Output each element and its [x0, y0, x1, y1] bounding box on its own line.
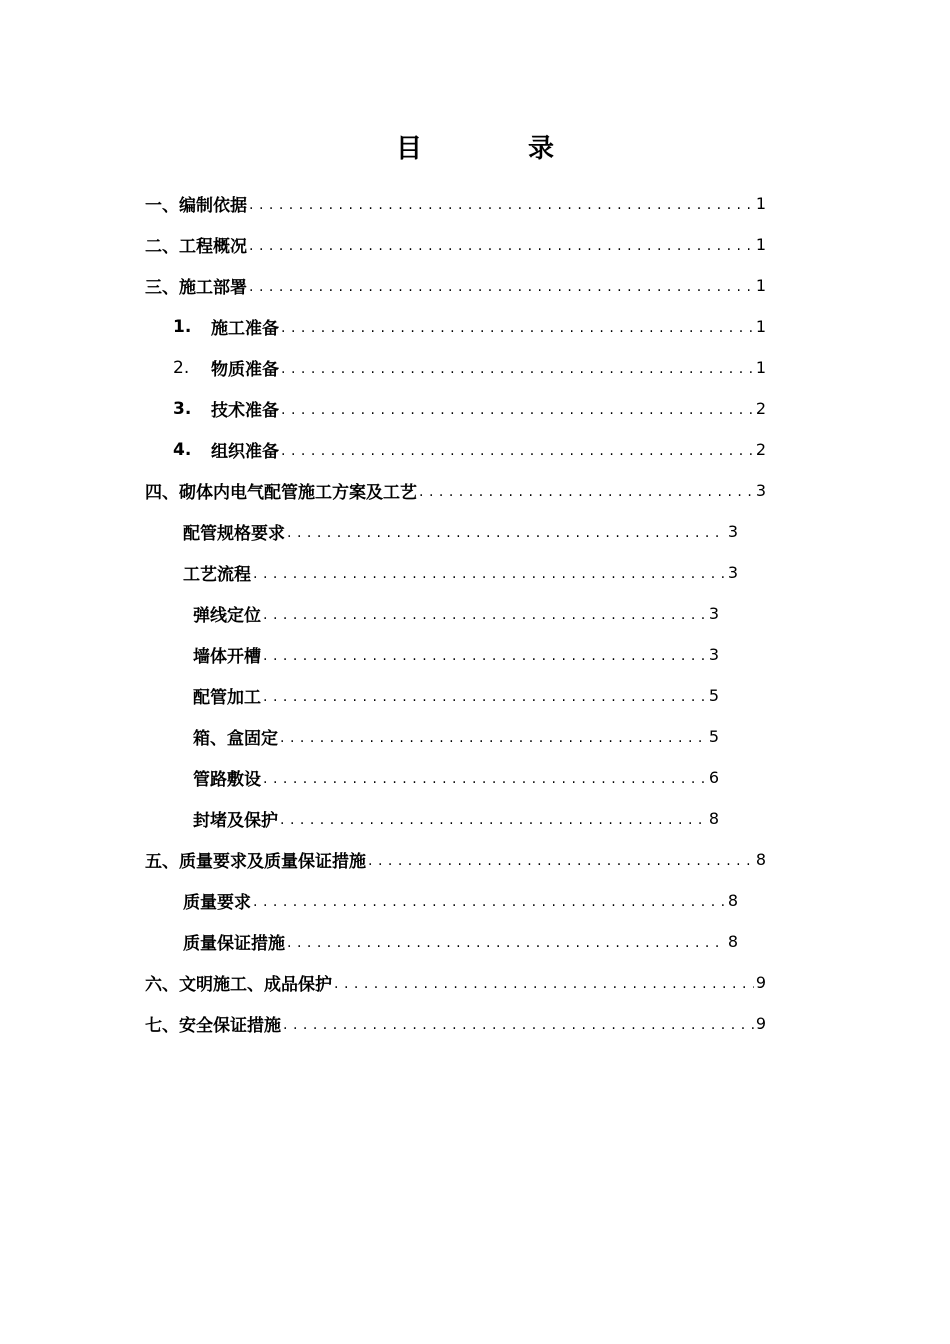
toc-page-number: 9 [755, 1014, 766, 1033]
toc-leader-dots [334, 962, 754, 1003]
toc-entry-number: 4. [173, 439, 192, 460]
toc-entry-3-3[interactable] [173, 388, 766, 429]
toc-leader-dots [281, 306, 754, 347]
toc-page-number: 3 [755, 481, 766, 500]
toc-entry-label: 工艺流程 [183, 565, 251, 585]
toc-entry-3-1[interactable] [173, 306, 766, 347]
toc-entry-label: 技术准备 [211, 401, 279, 421]
toc-leader-dots [249, 183, 754, 224]
toc-entry-number: 1. [173, 316, 192, 337]
toc-entry-4[interactable] [145, 470, 766, 511]
toc-entry-2[interactable] [145, 224, 766, 265]
toc-entry-3[interactable] [145, 265, 766, 306]
toc-entry-label: 六、文明施工、成品保护 [145, 975, 332, 995]
toc-page-number: 2 [755, 440, 766, 459]
toc-entry-label: 配管规格要求 [183, 524, 285, 544]
toc-leader-dots [249, 224, 754, 265]
toc-entry-6[interactable] [145, 962, 766, 1003]
toc-entry-label: 施工准备 [211, 319, 279, 339]
toc-leader-dots [281, 347, 754, 388]
toc-entry-number: 2. [173, 357, 190, 378]
toc-page-number: 5 [708, 727, 719, 746]
toc-entry-label: 墙体开槽 [193, 647, 261, 667]
toc-entry-label: 四、砌体内电气配管施工方案及工艺 [145, 483, 417, 503]
toc-entry-4-2-4[interactable] [193, 716, 719, 757]
toc-entry-label: 管路敷设 [193, 770, 261, 790]
toc-entry-3-4[interactable] [173, 429, 766, 470]
toc-leader-dots [280, 798, 707, 839]
toc-entry-3-2[interactable] [173, 347, 766, 388]
toc-entry-4-2-5[interactable] [193, 757, 719, 798]
toc-leader-dots [263, 757, 707, 798]
toc-entry-5-2[interactable] [183, 921, 738, 962]
toc-page-number: 6 [708, 768, 719, 787]
toc-entry-label: 七、安全保证措施 [145, 1016, 281, 1036]
toc-entry-4-2-6[interactable] [193, 798, 719, 839]
toc-leader-dots [253, 552, 726, 593]
toc-page-number: 1 [755, 276, 766, 295]
toc-entry-5-1[interactable] [183, 880, 738, 921]
toc-entry-label: 配管加工 [193, 688, 261, 708]
toc-leader-dots [263, 593, 707, 634]
toc-leader-dots [263, 634, 707, 675]
toc-page-number: 8 [727, 932, 738, 951]
toc-page-number: 8 [727, 891, 738, 910]
toc-page-number: 8 [708, 809, 719, 828]
toc-leader-dots [281, 388, 754, 429]
toc-entry-label: 封堵及保护 [193, 811, 278, 831]
toc-entry-4-2[interactable] [183, 552, 738, 593]
toc-page-number: 2 [755, 399, 766, 418]
toc-entry-label: 弹线定位 [193, 606, 261, 626]
toc-page-number: 1 [755, 235, 766, 254]
toc-entry-label: 质量要求 [183, 893, 251, 913]
toc-entry-label: 箱、盒固定 [193, 729, 278, 749]
toc-leader-dots [287, 921, 726, 962]
toc-entry-1[interactable] [145, 183, 766, 224]
toc-entry-5[interactable] [145, 839, 766, 880]
toc-page-number: 1 [755, 194, 766, 213]
toc-entry-4-2-3[interactable] [193, 675, 719, 716]
toc-entry-4-1[interactable] [183, 511, 738, 552]
toc-entry-label: 二、工程概况 [145, 237, 247, 257]
toc-leader-dots [263, 675, 707, 716]
toc-entry-label: 物质准备 [211, 360, 279, 380]
toc-page-number: 3 [708, 645, 719, 664]
toc-entry-4-2-2[interactable] [193, 634, 719, 675]
toc-page-number: 3 [727, 522, 738, 541]
toc-leader-dots [281, 429, 754, 470]
toc-leader-dots [280, 716, 707, 757]
toc-entry-label: 五、质量要求及质量保证措施 [145, 852, 366, 872]
toc-page-number: 9 [755, 973, 766, 992]
toc-page-number: 1 [755, 358, 766, 377]
toc-leader-dots [419, 470, 754, 511]
toc-leader-dots [287, 511, 726, 552]
toc-page-number: 8 [755, 850, 766, 869]
toc-page-number: 1 [755, 317, 766, 336]
toc-leader-dots [253, 880, 726, 921]
toc-page-number: 5 [708, 686, 719, 705]
toc-entry-7[interactable] [145, 1003, 766, 1044]
toc-page-number: 3 [708, 604, 719, 623]
toc-entry-label: 三、施工部署 [145, 278, 247, 298]
toc-entry-4-2-1[interactable] [193, 593, 719, 634]
toc-leader-dots [249, 265, 754, 306]
toc-entry-label: 质量保证措施 [183, 934, 285, 954]
toc-entry-label: 一、编制依据 [145, 196, 247, 216]
toc-entry-label: 组织准备 [211, 442, 279, 462]
toc-entry-number: 3. [173, 398, 192, 419]
toc-leader-dots [368, 839, 754, 880]
toc-page-number: 3 [727, 563, 738, 582]
toc-leader-dots [283, 1003, 754, 1044]
page-title: 目 录 [395, 134, 594, 164]
